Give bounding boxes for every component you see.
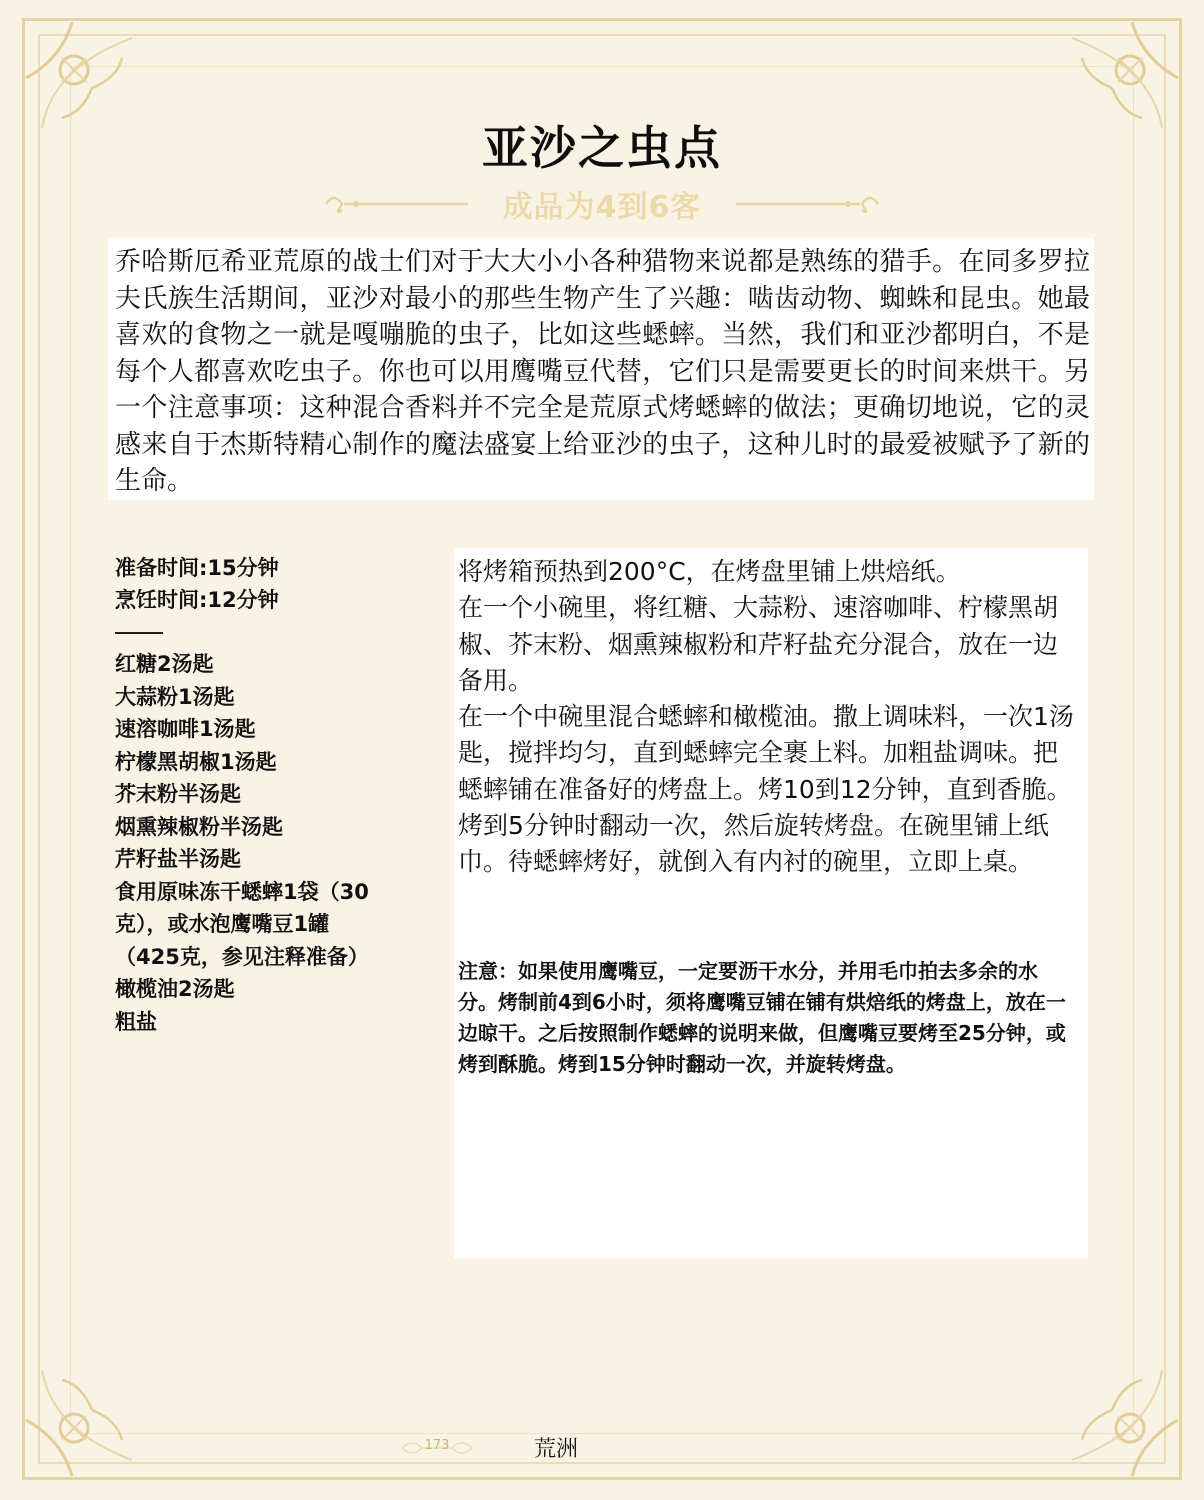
list-item: 烟熏辣椒粉半汤匙 (115, 814, 283, 839)
servings-row (0, 182, 1204, 226)
page-number: 173 (424, 1438, 450, 1453)
corner-ornament-icon (22, 1320, 182, 1480)
steps-section (458, 554, 1078, 881)
intro-paragraph: 乔哈斯厄希亚荒原的战士们对于大大小小各种猎物来说都是熟练的猎手。在同多罗拉夫氏族生活期间，亚沙对最小的那些生物产生了兴趣：啮齿动物、蜘蛛和昆虫。她最喜欢的食物之一就是嘎嘣脆的虫子，比如这些蟋蟀。当然，我们和亚沙都明白，不是每个人都喜欢吃虫子。你也可以用鹰嘴豆代替，它们只是需要更长的时间来烘干。另一个注意事项：这种混合香料并不完全是荒原式烤蟋蟀的做法；更确切地说，它的灵感来自于杰斯特精心制作的魔法盛宴上给亚沙的虫子，这种儿时的最爱被赋予了新的生命。 (115, 247, 1090, 496)
time-info (115, 552, 395, 616)
list-item: 大蒜粉1汤匙 (115, 684, 235, 709)
list-item: 红糖2汤匙 (115, 652, 214, 676)
corner-ornament-icon (1022, 1320, 1182, 1480)
list-item: 芹籽盐半汤匙 (115, 847, 241, 871)
step-text: 将烤箱预热到200°C，在烤盘里铺上烘焙纸。 (458, 557, 961, 586)
list-item: 速溶咖啡1汤匙 (115, 717, 256, 741)
list-item: 食用原味冻干蟋蟀1袋（30克），或水泡鹰嘴豆1罐（425克，参见注释准备） (115, 879, 369, 969)
prep-time: 准备时间:15分钟 (115, 556, 279, 580)
chapter-name: 荒洲 (534, 1437, 579, 1462)
cook-time: 烹饪时间:12分钟 (115, 588, 279, 612)
recipe-title: 亚沙之虫点 (482, 121, 722, 175)
ingredient-list (115, 648, 370, 1038)
step-text: 在一个中碗里混合蟋蟀和橄榄油。撒上调味料，一次1汤匙，搅拌均匀，直到蟋蟀完全裹上料。加粗盐调味。把蟋蟀铺在准备好的烤盘上。烤10到12分钟，直到香脆。烤到5分钟时翻动一次，然后旋转烤盘。在碗里铺上纸巾。待蟋蟀烤好，就倒入有内衬的碗里，立即上桌。 (458, 702, 1074, 877)
list-item: 柠檬黑胡椒1汤匙 (115, 749, 277, 774)
list-item: 芥末粉半汤匙 (115, 782, 241, 806)
list-item: 粗盐 (115, 1009, 157, 1034)
servings-label: 成品为4到6客 (502, 190, 702, 225)
note-text: 注意：如果使用鹰嘴豆，一定要沥干水分，并用毛巾拍去多余的水分。烤制前4到6小时，须将鹰嘴豆铺在铺有烘焙纸的烤盘上，放在一边晾干。之后按照制作蟋蟀的说明来做，但鹰嘴豆要烤至25分钟，或烤到酥脆。烤到15分钟时翻动一次，并旋转烤盘。 (458, 959, 1066, 1076)
step-text: 在一个小碗里，将红糖、大蒜粉、速溶咖啡、柠檬黑胡椒、芥末粉、烟熏辣椒粉和芹籽盐充分混合，放在一边备用。 (458, 593, 1059, 695)
divider (115, 632, 163, 634)
list-item: 橄榄油2汤匙 (115, 977, 235, 1001)
flourish-icon (732, 190, 882, 218)
